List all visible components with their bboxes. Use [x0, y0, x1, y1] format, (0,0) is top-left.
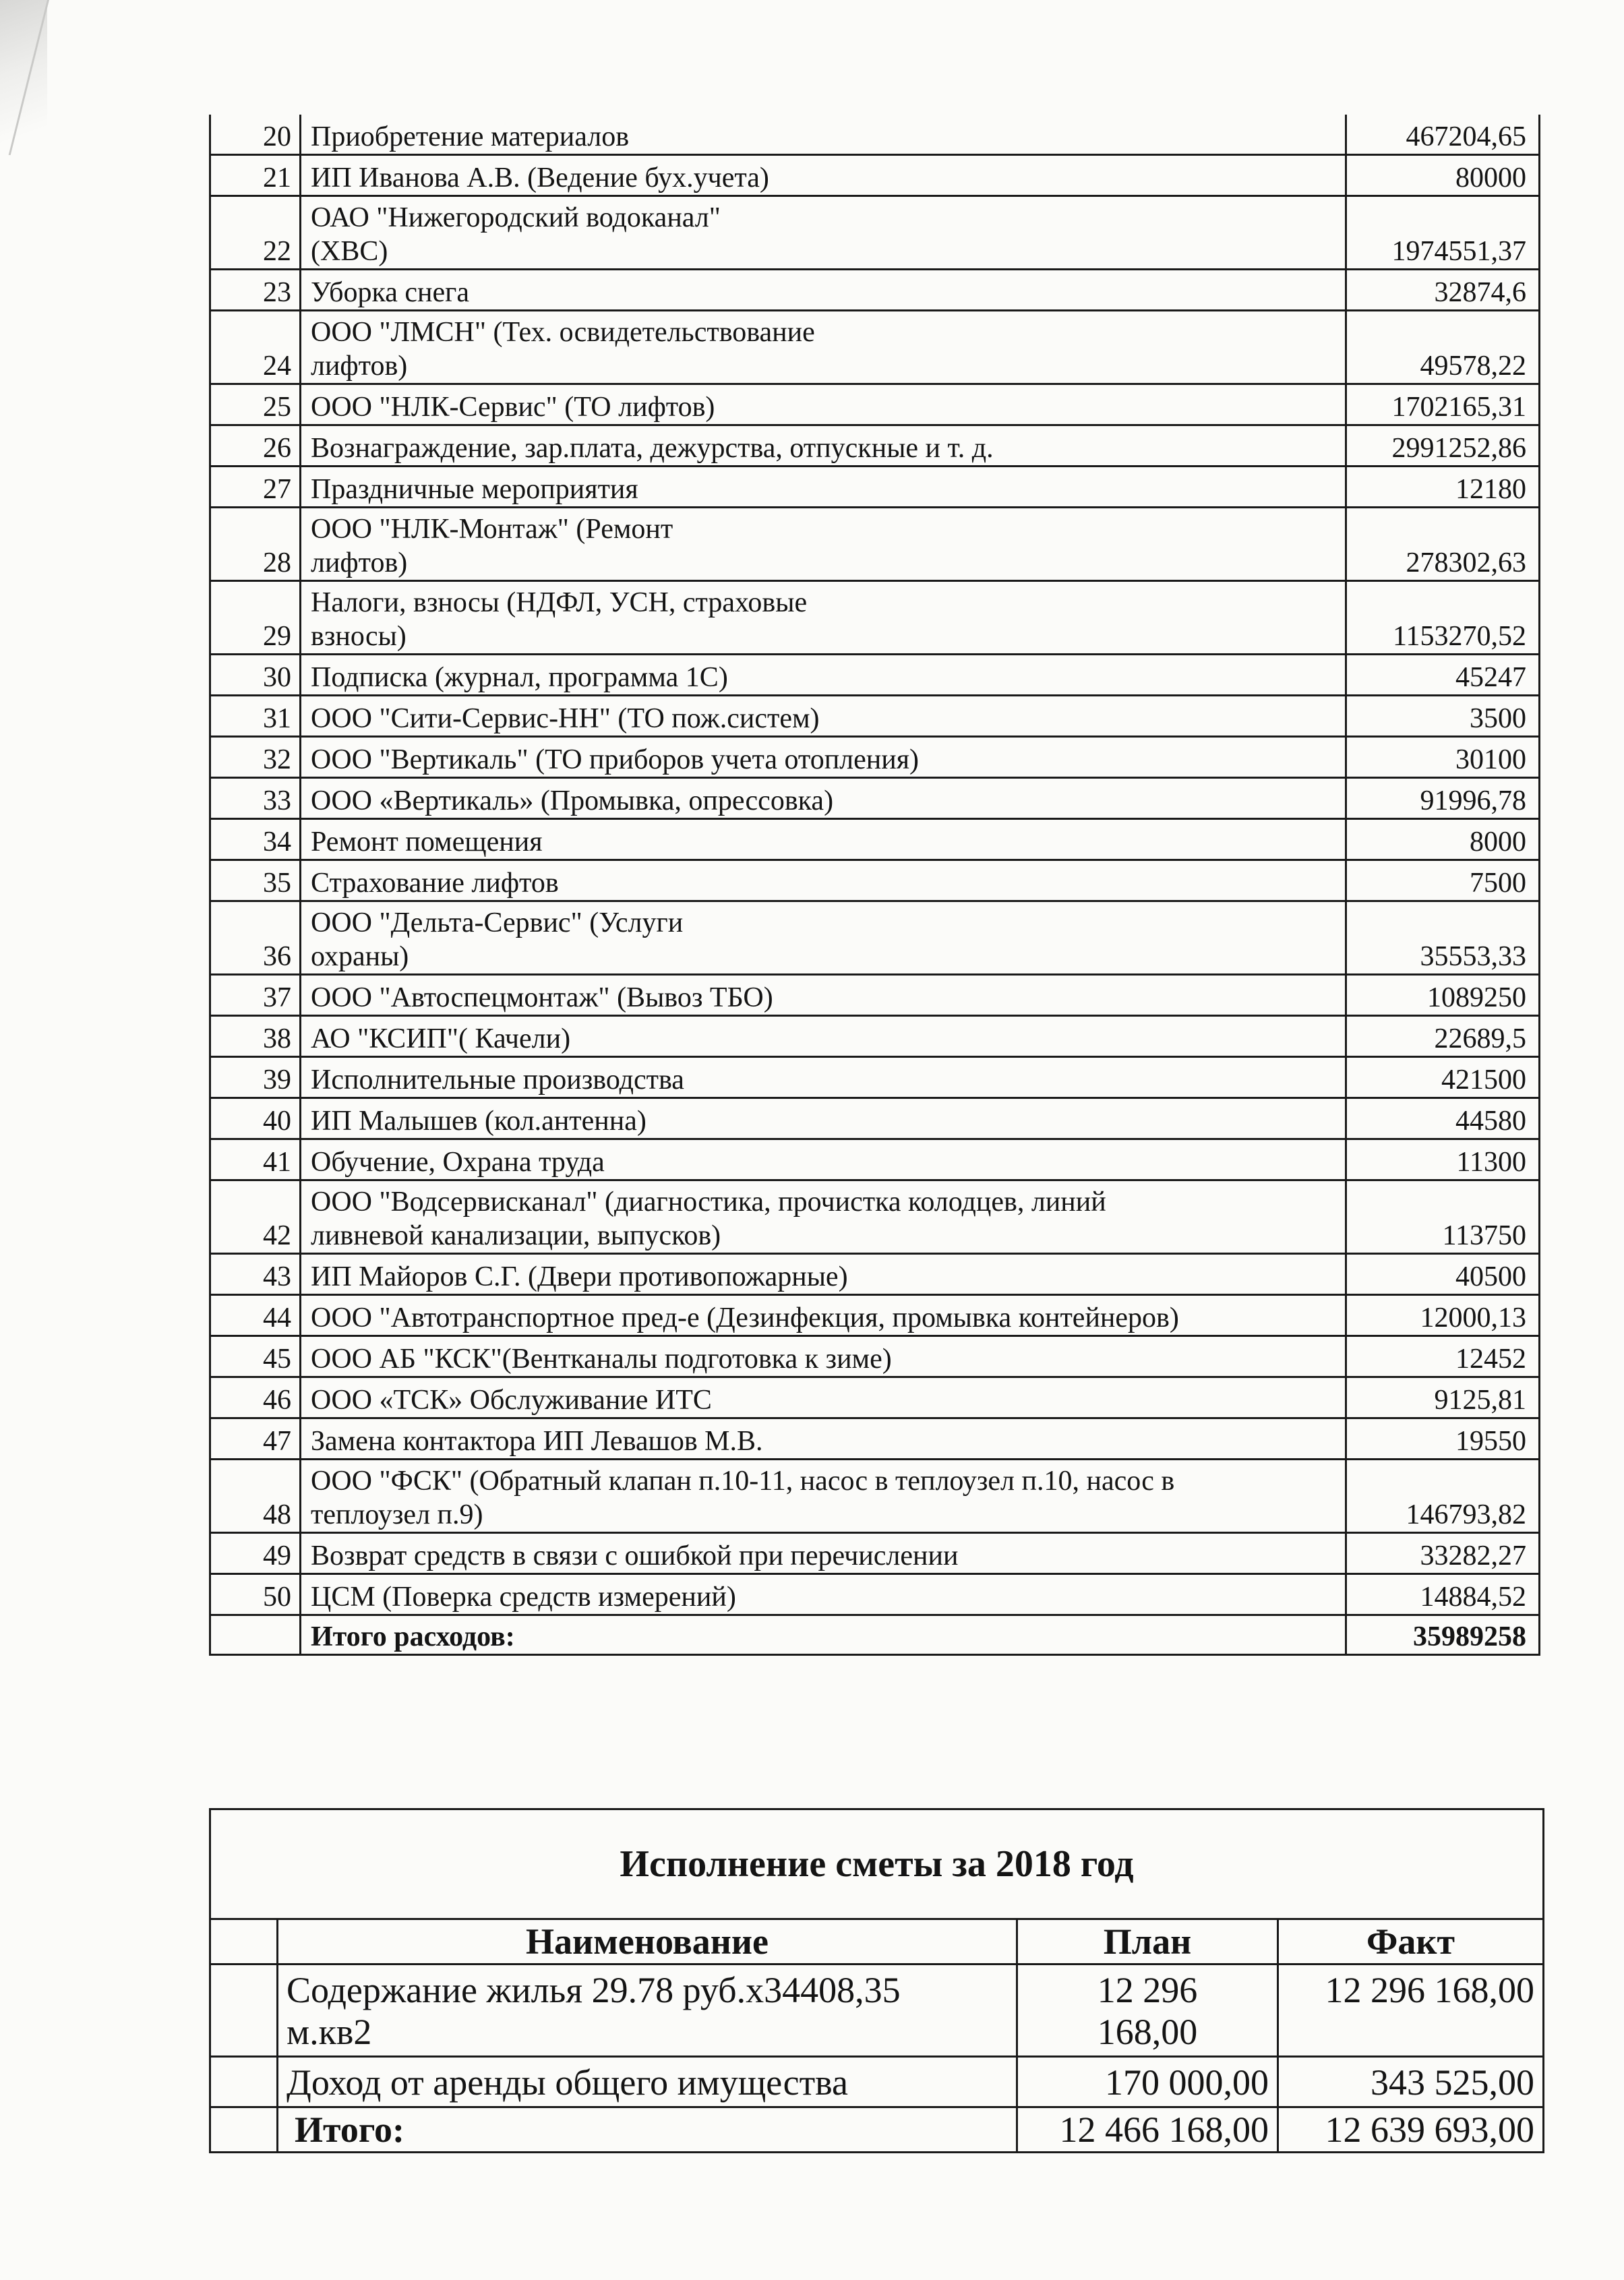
expense-row-amount: 11300 — [1346, 1139, 1540, 1180]
expense-row-name: ООО «Вертикаль» (Промывка, опрессовка) — [301, 778, 1346, 819]
expense-row — [210, 1098, 1540, 1139]
expense-row-number: 39 — [210, 1057, 301, 1098]
expense-row-number: 31 — [210, 696, 301, 737]
expense-row-amount: 80000 — [1346, 155, 1540, 196]
budget-header-plan: План — [1017, 1919, 1278, 1964]
expense-row-name: ООО "НЛК-Сервис" (ТО лифтов) — [301, 384, 1346, 425]
budget-header-fact: Факт — [1278, 1919, 1544, 1964]
expense-row-number: 45 — [210, 1336, 301, 1377]
expense-row-number: 24 — [210, 311, 301, 384]
expense-row-amount: 91996,78 — [1346, 778, 1540, 819]
expense-row — [210, 1139, 1540, 1180]
expense-row-number: 36 — [210, 901, 301, 975]
expense-row — [210, 270, 1540, 311]
expense-row — [210, 1533, 1540, 1574]
expense-row-amount: 421500 — [1346, 1057, 1540, 1098]
expense-row-name: ООО "Дельта-Сервис" (Услуги охраны) — [301, 901, 1346, 975]
expense-row — [210, 384, 1540, 425]
expense-row-number: 49 — [210, 1533, 301, 1574]
budget-row-name: Содержание жилья 29.78 руб.х34408,35 м.кв2 — [278, 1964, 1017, 2057]
expense-row-amount: 44580 — [1346, 1098, 1540, 1139]
expense-row-number: 35 — [210, 860, 301, 901]
expense-row-amount: 12452 — [1346, 1336, 1540, 1377]
expense-row-amount: 33282,27 — [1346, 1533, 1540, 1574]
expense-row-name: АО "КСИП"( Качели) — [301, 1016, 1346, 1057]
expense-row-number: 23 — [210, 270, 301, 311]
expense-row-name: Ремонт помещения — [301, 819, 1346, 860]
expense-row-amount: 7500 — [1346, 860, 1540, 901]
expense-row — [210, 1180, 1540, 1254]
expense-row-amount: 146793,82 — [1346, 1460, 1540, 1533]
expense-row-amount: 1974551,37 — [1346, 196, 1540, 270]
budget-row-blank — [210, 1964, 278, 2057]
expense-row-name: ООО "Автотранспортное пред-е (Дезинфекция, промывка контейнеров) — [301, 1295, 1346, 1336]
expense-row — [210, 1057, 1540, 1098]
expense-row-name: Праздничные мероприятия — [301, 467, 1346, 508]
expense-row — [210, 737, 1540, 778]
expense-row-amount: 3500 — [1346, 696, 1540, 737]
expense-row-name: ИП Майоров С.Г. (Двери противопожарные) — [301, 1254, 1346, 1295]
expense-row — [210, 1016, 1540, 1057]
expense-row-name: ЦСМ (Поверка средств измерений) — [301, 1574, 1346, 1615]
expense-row-number: 21 — [210, 155, 301, 196]
expense-row-amount: 32874,6 — [1346, 270, 1540, 311]
budget-row — [210, 2057, 1544, 2107]
expense-row-amount: 49578,22 — [1346, 311, 1540, 384]
budget-header-row — [210, 1919, 1544, 1964]
expense-row-name: ИП Иванова А.В. (Ведение бух.учета) — [301, 155, 1346, 196]
expense-row-number: 33 — [210, 778, 301, 819]
expense-row-number: 27 — [210, 467, 301, 508]
expense-row-name: ООО "Сити-Сервис-НН" (ТО пож.систем) — [301, 696, 1346, 737]
expense-row-amount: 14884,52 — [1346, 1574, 1540, 1615]
expense-row-name: Возврат средств в связи с ошибкой при перечислении — [301, 1533, 1346, 1574]
budget-header-name: Наименование — [278, 1919, 1017, 1964]
budget-row — [210, 1964, 1544, 2057]
expense-row-number: 44 — [210, 1295, 301, 1336]
expense-row-name: ООО "Водсервисканал" (диагностика, прочистка колодцев, линий ливневой канализации, выпусков) — [301, 1180, 1346, 1254]
expenses-total-amount: 35989258 — [1346, 1615, 1540, 1655]
expense-row-amount: 1153270,52 — [1346, 581, 1540, 655]
expense-row-amount: 467204,65 — [1346, 115, 1540, 155]
expense-row-amount: 1089250 — [1346, 975, 1540, 1016]
expense-row — [210, 115, 1540, 155]
budget-row-fact: 343 525,00 — [1278, 2057, 1544, 2107]
expense-row-amount: 19550 — [1346, 1418, 1540, 1460]
expense-row-amount: 113750 — [1346, 1180, 1540, 1254]
budget-total-blank — [210, 2107, 278, 2153]
expense-row — [210, 508, 1540, 581]
expense-row-number: 40 — [210, 1098, 301, 1139]
expense-row-name: ООО «ТСК» Обслуживание ИТС — [301, 1377, 1346, 1418]
expense-row — [210, 778, 1540, 819]
expenses-total-blank — [210, 1615, 301, 1655]
expenses-table-body — [210, 115, 1540, 1655]
expense-row-number: 43 — [210, 1254, 301, 1295]
expense-row-number: 41 — [210, 1139, 301, 1180]
budget-total-fact: 12 639 693,00 — [1278, 2107, 1544, 2153]
expense-row — [210, 581, 1540, 655]
expenses-table — [209, 115, 1540, 1656]
expense-row-number: 26 — [210, 425, 301, 467]
expense-row-name: ООО "НЛК-Монтаж" (Ремонт лифтов) — [301, 508, 1346, 581]
expense-row — [210, 1460, 1540, 1533]
expense-row-amount: 8000 — [1346, 819, 1540, 860]
expense-row — [210, 1418, 1540, 1460]
expense-row — [210, 425, 1540, 467]
expense-row-number: 50 — [210, 1574, 301, 1615]
expense-row-number: 46 — [210, 1377, 301, 1418]
expense-row — [210, 1336, 1540, 1377]
expense-row-number: 32 — [210, 737, 301, 778]
expense-row — [210, 1377, 1540, 1418]
expense-row-amount: 40500 — [1346, 1254, 1540, 1295]
budget-header-blank — [210, 1919, 278, 1964]
budget-row-name: Доход от аренды общего имущества — [278, 2057, 1017, 2107]
expense-row-name: ООО "ФСК" (Обратный клапан п.10-11, насос в теплоузел п.10, насос в теплоузел п.9) — [301, 1460, 1346, 1533]
expense-row-amount: 35553,33 — [1346, 901, 1540, 975]
expense-row-number: 22 — [210, 196, 301, 270]
expense-row-number: 34 — [210, 819, 301, 860]
expense-row-name: ОАО "Нижегородский водоканал" (ХВС) — [301, 196, 1346, 270]
expense-row-number: 29 — [210, 581, 301, 655]
expense-row-number: 20 — [210, 115, 301, 155]
expense-row-number: 25 — [210, 384, 301, 425]
expense-row-number: 48 — [210, 1460, 301, 1533]
expense-row-number: 37 — [210, 975, 301, 1016]
expense-row-amount: 12180 — [1346, 467, 1540, 508]
expense-row — [210, 819, 1540, 860]
expense-row-name: Подписка (журнал, программа 1С) — [301, 655, 1346, 696]
budget-title: Исполнение сметы за 2018 год — [210, 1809, 1544, 1919]
expense-row-amount: 22689,5 — [1346, 1016, 1540, 1057]
expense-row-name: Страхование лифтов — [301, 860, 1346, 901]
expense-row-name: ООО АБ "КСК"(Вентканалы подготовка к зиме) — [301, 1336, 1346, 1377]
expense-row — [210, 975, 1540, 1016]
expense-row — [210, 860, 1540, 901]
expense-row-amount: 2991252,86 — [1346, 425, 1540, 467]
expense-row — [210, 155, 1540, 196]
expenses-total-label: Итого расходов: — [301, 1615, 1346, 1655]
expense-row-name: Обучение, Охрана труда — [301, 1139, 1346, 1180]
expense-row-number: 28 — [210, 508, 301, 581]
expense-row-name: ООО "Вертикаль" (ТО приборов учета отопления) — [301, 737, 1346, 778]
expense-row-number: 47 — [210, 1418, 301, 1460]
expense-row — [210, 311, 1540, 384]
expense-row-amount: 278302,63 — [1346, 508, 1540, 581]
budget-row-plan: 170 000,00 — [1017, 2057, 1278, 2107]
expense-row-amount: 9125,81 — [1346, 1377, 1540, 1418]
expense-row-name: Вознаграждение, зар.плата, дежурства, отпускные и т. д. — [301, 425, 1346, 467]
expenses-total-row — [210, 1615, 1540, 1655]
budget-total-plan: 12 466 168,00 — [1017, 2107, 1278, 2153]
expense-row-name: Уборка снега — [301, 270, 1346, 311]
expense-row — [210, 696, 1540, 737]
expense-row — [210, 901, 1540, 975]
expense-row — [210, 1574, 1540, 1615]
expense-row-number: 38 — [210, 1016, 301, 1057]
expense-row-name: ООО "Автоспецмонтаж" (Вывоз ТБО) — [301, 975, 1346, 1016]
expense-row-amount: 1702165,31 — [1346, 384, 1540, 425]
expense-row — [210, 1295, 1540, 1336]
expense-row-amount: 12000,13 — [1346, 1295, 1540, 1336]
expense-row-amount: 45247 — [1346, 655, 1540, 696]
expense-row — [210, 655, 1540, 696]
budget-total-label: Итого: — [278, 2107, 1017, 2153]
expense-row-name: Налоги, взносы (НДФЛ, УСН, страховые взносы) — [301, 581, 1346, 655]
expense-row-name: ООО "ЛМСН" (Тех. освидетельствование лифтов) — [301, 311, 1346, 384]
budget-total-row — [210, 2107, 1544, 2153]
expense-row — [210, 1254, 1540, 1295]
expense-row-amount: 30100 — [1346, 737, 1540, 778]
expense-row-name: Исполнительные производства — [301, 1057, 1346, 1098]
expense-row-name: Приобретение материалов — [301, 115, 1346, 155]
expense-row-name: ИП Малышев (кол.антенна) — [301, 1098, 1346, 1139]
budget-row-blank — [210, 2057, 278, 2107]
expense-row-name: Замена контактора ИП Левашов М.В. — [301, 1418, 1346, 1460]
expense-row — [210, 196, 1540, 270]
budget-row-plan: 12 296 168,00 — [1017, 1964, 1278, 2057]
expense-row-number: 30 — [210, 655, 301, 696]
expense-row — [210, 467, 1540, 508]
budget-execution-table — [209, 1808, 1544, 2153]
budget-row-fact: 12 296 168,00 — [1278, 1964, 1544, 2057]
expense-row-number: 42 — [210, 1180, 301, 1254]
